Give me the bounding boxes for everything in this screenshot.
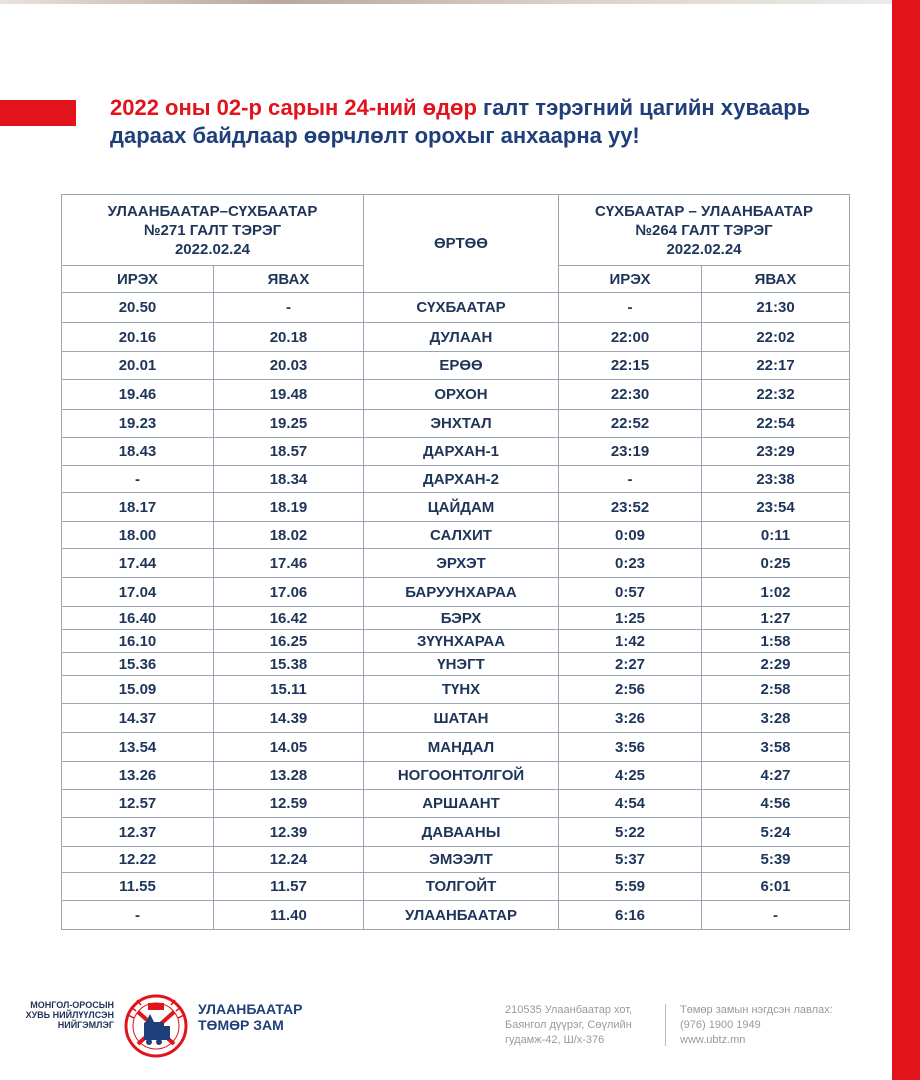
left-depart-cell: 12.24	[214, 847, 364, 873]
station-cell: ДУЛААН	[364, 323, 559, 352]
station-header: ӨРТӨӨ	[364, 195, 559, 293]
header-row	[62, 195, 850, 266]
left-depart-cell: 15.38	[214, 653, 364, 676]
left-arrive-cell: 11.55	[62, 873, 214, 901]
right-depart-cell: 3:58	[702, 733, 850, 762]
right-depart-cell: 2:58	[702, 676, 850, 704]
left-depart-cell: 20.03	[214, 352, 364, 380]
left-arrive-cell: 18.43	[62, 438, 214, 466]
headline	[110, 94, 870, 150]
right-depart-cell: 23:29	[702, 438, 850, 466]
table-row	[62, 762, 850, 790]
right-arrive-cell: 2:27	[559, 653, 702, 676]
left-arrive-cell: 12.57	[62, 790, 214, 818]
right-depart-cell: 22:54	[702, 410, 850, 438]
station-cell: ЦАЙДАМ	[364, 493, 559, 522]
right-depart-cell: 23:38	[702, 466, 850, 493]
left-depart-cell: 20.18	[214, 323, 364, 352]
right-red-stripe	[892, 0, 920, 1080]
right-arrive-cell: -	[559, 293, 702, 323]
left-depart-cell: 12.59	[214, 790, 364, 818]
right-arrive-cell: 22:00	[559, 323, 702, 352]
right-arrive-cell: 3:26	[559, 704, 702, 733]
left-depart-cell: 19.25	[214, 410, 364, 438]
station-cell: СҮХБААТАР	[364, 293, 559, 323]
station-cell: ЗҮҮНХАРАА	[364, 630, 559, 653]
station-cell: ОРХОН	[364, 380, 559, 410]
right-depart-cell: 2:29	[702, 653, 850, 676]
right-arrive-cell: 22:52	[559, 410, 702, 438]
left-depart-cell: 18.02	[214, 522, 364, 549]
right-train-header: СҮХБААТАР – УЛААНБААТАР №264 ГАЛТ ТЭРЭГ 2022.02.24	[559, 195, 850, 266]
station-cell: МАНДАЛ	[364, 733, 559, 762]
station-cell: ЕРӨӨ	[364, 352, 559, 380]
left-depart-cell: 11.40	[214, 901, 364, 930]
right-depart-cell: 22:02	[702, 323, 850, 352]
right-depart-cell: 22:17	[702, 352, 850, 380]
table-row	[62, 607, 850, 630]
table-row	[62, 352, 850, 380]
left-depart-cell: -	[214, 293, 364, 323]
table-row	[62, 653, 850, 676]
right-arrive-cell: 2:56	[559, 676, 702, 704]
brand-name: УЛААНБААТАР ТӨМӨР ЗАМ	[198, 1001, 303, 1033]
left-depart-cell: 16.25	[214, 630, 364, 653]
table-row	[62, 293, 850, 323]
right-arrive-cell: 5:37	[559, 847, 702, 873]
table-row	[62, 549, 850, 578]
table-row	[62, 847, 850, 873]
station-cell: ЭМЭЭЛТ	[364, 847, 559, 873]
right-depart-cell: 22:32	[702, 380, 850, 410]
right-arrive-cell: 5:59	[559, 873, 702, 901]
left-arrive-cell: 17.44	[62, 549, 214, 578]
table-row	[62, 733, 850, 762]
station-cell: ДАРХАН-1	[364, 438, 559, 466]
right-arrive-cell: -	[559, 466, 702, 493]
left-arrive-cell: 13.26	[62, 762, 214, 790]
table-row	[62, 630, 850, 653]
table-row	[62, 438, 850, 466]
contact-info: Төмөр замын нэгдсэн лавлах: (976) 1900 1949 www.ubtz.mn	[680, 1004, 833, 1046]
left-red-bar	[0, 100, 76, 126]
headline-line1: галт тэрэгний цагийн хуваарь	[476, 95, 811, 120]
left-depart-cell: 18.19	[214, 493, 364, 522]
left-depart-cell: 17.06	[214, 578, 364, 607]
right-depart-cell: 1:58	[702, 630, 850, 653]
station-cell: НОГООНТОЛГОЙ	[364, 762, 559, 790]
right-arrive-cell: 5:22	[559, 818, 702, 847]
left-depart-cell: 16.42	[214, 607, 364, 630]
table-row	[62, 676, 850, 704]
left-arrive-cell: 12.37	[62, 818, 214, 847]
timetable	[61, 194, 850, 930]
right-arrive-cell: 4:54	[559, 790, 702, 818]
left-arrive-cell: 20.16	[62, 323, 214, 352]
right-depart-cell: 1:02	[702, 578, 850, 607]
right-depart-cell: 4:27	[702, 762, 850, 790]
right-depart-cell: -	[702, 901, 850, 930]
table-row	[62, 380, 850, 410]
right-depart-header: ЯВАХ	[702, 266, 850, 293]
left-arrive-cell: -	[62, 901, 214, 930]
table-row	[62, 522, 850, 549]
right-arrive-cell: 23:52	[559, 493, 702, 522]
left-depart-cell: 12.39	[214, 818, 364, 847]
left-arrive-cell: 16.40	[62, 607, 214, 630]
station-cell: САЛХИТ	[364, 522, 559, 549]
right-arrive-cell: 22:30	[559, 380, 702, 410]
right-arrive-header: ИРЭХ	[559, 266, 702, 293]
table-row	[62, 578, 850, 607]
left-arrive-cell: 16.10	[62, 630, 214, 653]
left-depart-cell: 11.57	[214, 873, 364, 901]
station-cell: ДАВААНЫ	[364, 818, 559, 847]
left-arrive-cell: 13.54	[62, 733, 214, 762]
right-arrive-cell: 0:57	[559, 578, 702, 607]
table-row	[62, 704, 850, 733]
footer-divider	[665, 1004, 666, 1046]
left-arrive-header: ИРЭХ	[62, 266, 214, 293]
station-cell: АРШААНТ	[364, 790, 559, 818]
left-arrive-cell: 19.46	[62, 380, 214, 410]
left-depart-cell: 19.48	[214, 380, 364, 410]
right-depart-cell: 6:01	[702, 873, 850, 901]
right-depart-cell: 5:39	[702, 847, 850, 873]
left-depart-cell: 15.11	[214, 676, 364, 704]
right-depart-cell: 0:11	[702, 522, 850, 549]
left-depart-cell: 17.46	[214, 549, 364, 578]
left-arrive-cell: 17.04	[62, 578, 214, 607]
left-depart-cell: 14.05	[214, 733, 364, 762]
right-arrive-cell: 1:42	[559, 630, 702, 653]
headline-date: 2022 оны 02-р сарын 24-ний өдөр	[110, 95, 477, 120]
left-arrive-cell: 15.09	[62, 676, 214, 704]
station-cell: БЭРХ	[364, 607, 559, 630]
table-row	[62, 790, 850, 818]
left-depart-header: ЯВАХ	[214, 266, 364, 293]
left-arrive-cell: 18.17	[62, 493, 214, 522]
right-depart-cell: 3:28	[702, 704, 850, 733]
left-arrive-cell: 15.36	[62, 653, 214, 676]
station-cell: ЭНХТАЛ	[364, 410, 559, 438]
right-depart-cell: 5:24	[702, 818, 850, 847]
left-train-header: УЛААНБААТАР–СҮХБААТАР №271 ГАЛТ ТЭРЭГ 2022.02.24	[62, 195, 364, 266]
right-arrive-cell: 6:16	[559, 901, 702, 930]
left-depart-cell: 14.39	[214, 704, 364, 733]
left-arrive-cell: -	[62, 466, 214, 493]
org-name: МОНГОЛ-ОРОСЫН ХУВЬ НИЙЛҮҮЛСЭН НИЙГЭМЛЭГ	[25, 1000, 114, 1030]
left-arrive-cell: 18.00	[62, 522, 214, 549]
right-arrive-cell: 22:15	[559, 352, 702, 380]
left-arrive-cell: 19.23	[62, 410, 214, 438]
table-row	[62, 410, 850, 438]
address: 210535 Улаанбаатар хот, Баянгол дүүрэг, Сөүлийн гудамж-42, Ш/х-376	[505, 1004, 633, 1046]
railway-logo-icon	[124, 994, 188, 1058]
left-depart-cell: 13.28	[214, 762, 364, 790]
table-row	[62, 466, 850, 493]
station-cell: ҮНЭГТ	[364, 653, 559, 676]
station-cell: УЛААНБААТАР	[364, 901, 559, 930]
station-cell: БАРУУНХАРАА	[364, 578, 559, 607]
station-cell: ЭРХЭТ	[364, 549, 559, 578]
table-row	[62, 818, 850, 847]
station-cell: ШАТАН	[364, 704, 559, 733]
table-row	[62, 323, 850, 352]
right-arrive-cell: 23:19	[559, 438, 702, 466]
right-arrive-cell: 1:25	[559, 607, 702, 630]
right-arrive-cell: 4:25	[559, 762, 702, 790]
right-depart-cell: 23:54	[702, 493, 850, 522]
right-depart-cell: 4:56	[702, 790, 850, 818]
table-row	[62, 873, 850, 901]
left-arrive-cell: 14.37	[62, 704, 214, 733]
left-arrive-cell: 20.01	[62, 352, 214, 380]
table-row	[62, 493, 850, 522]
right-arrive-cell: 3:56	[559, 733, 702, 762]
station-cell: ТОЛГОЙТ	[364, 873, 559, 901]
left-depart-cell: 18.34	[214, 466, 364, 493]
top-photo-strip	[0, 0, 920, 4]
right-arrive-cell: 0:09	[559, 522, 702, 549]
station-cell: ТҮНХ	[364, 676, 559, 704]
right-depart-cell: 0:25	[702, 549, 850, 578]
left-arrive-cell: 20.50	[62, 293, 214, 323]
left-depart-cell: 18.57	[214, 438, 364, 466]
right-arrive-cell: 0:23	[559, 549, 702, 578]
right-depart-cell: 21:30	[702, 293, 850, 323]
station-cell: ДАРХАН-2	[364, 466, 559, 493]
table-row	[62, 901, 850, 930]
headline-line2: дараах байдлаар өөрчлөлт орохыг анхаарна уу!	[110, 123, 640, 148]
left-arrive-cell: 12.22	[62, 847, 214, 873]
right-depart-cell: 1:27	[702, 607, 850, 630]
